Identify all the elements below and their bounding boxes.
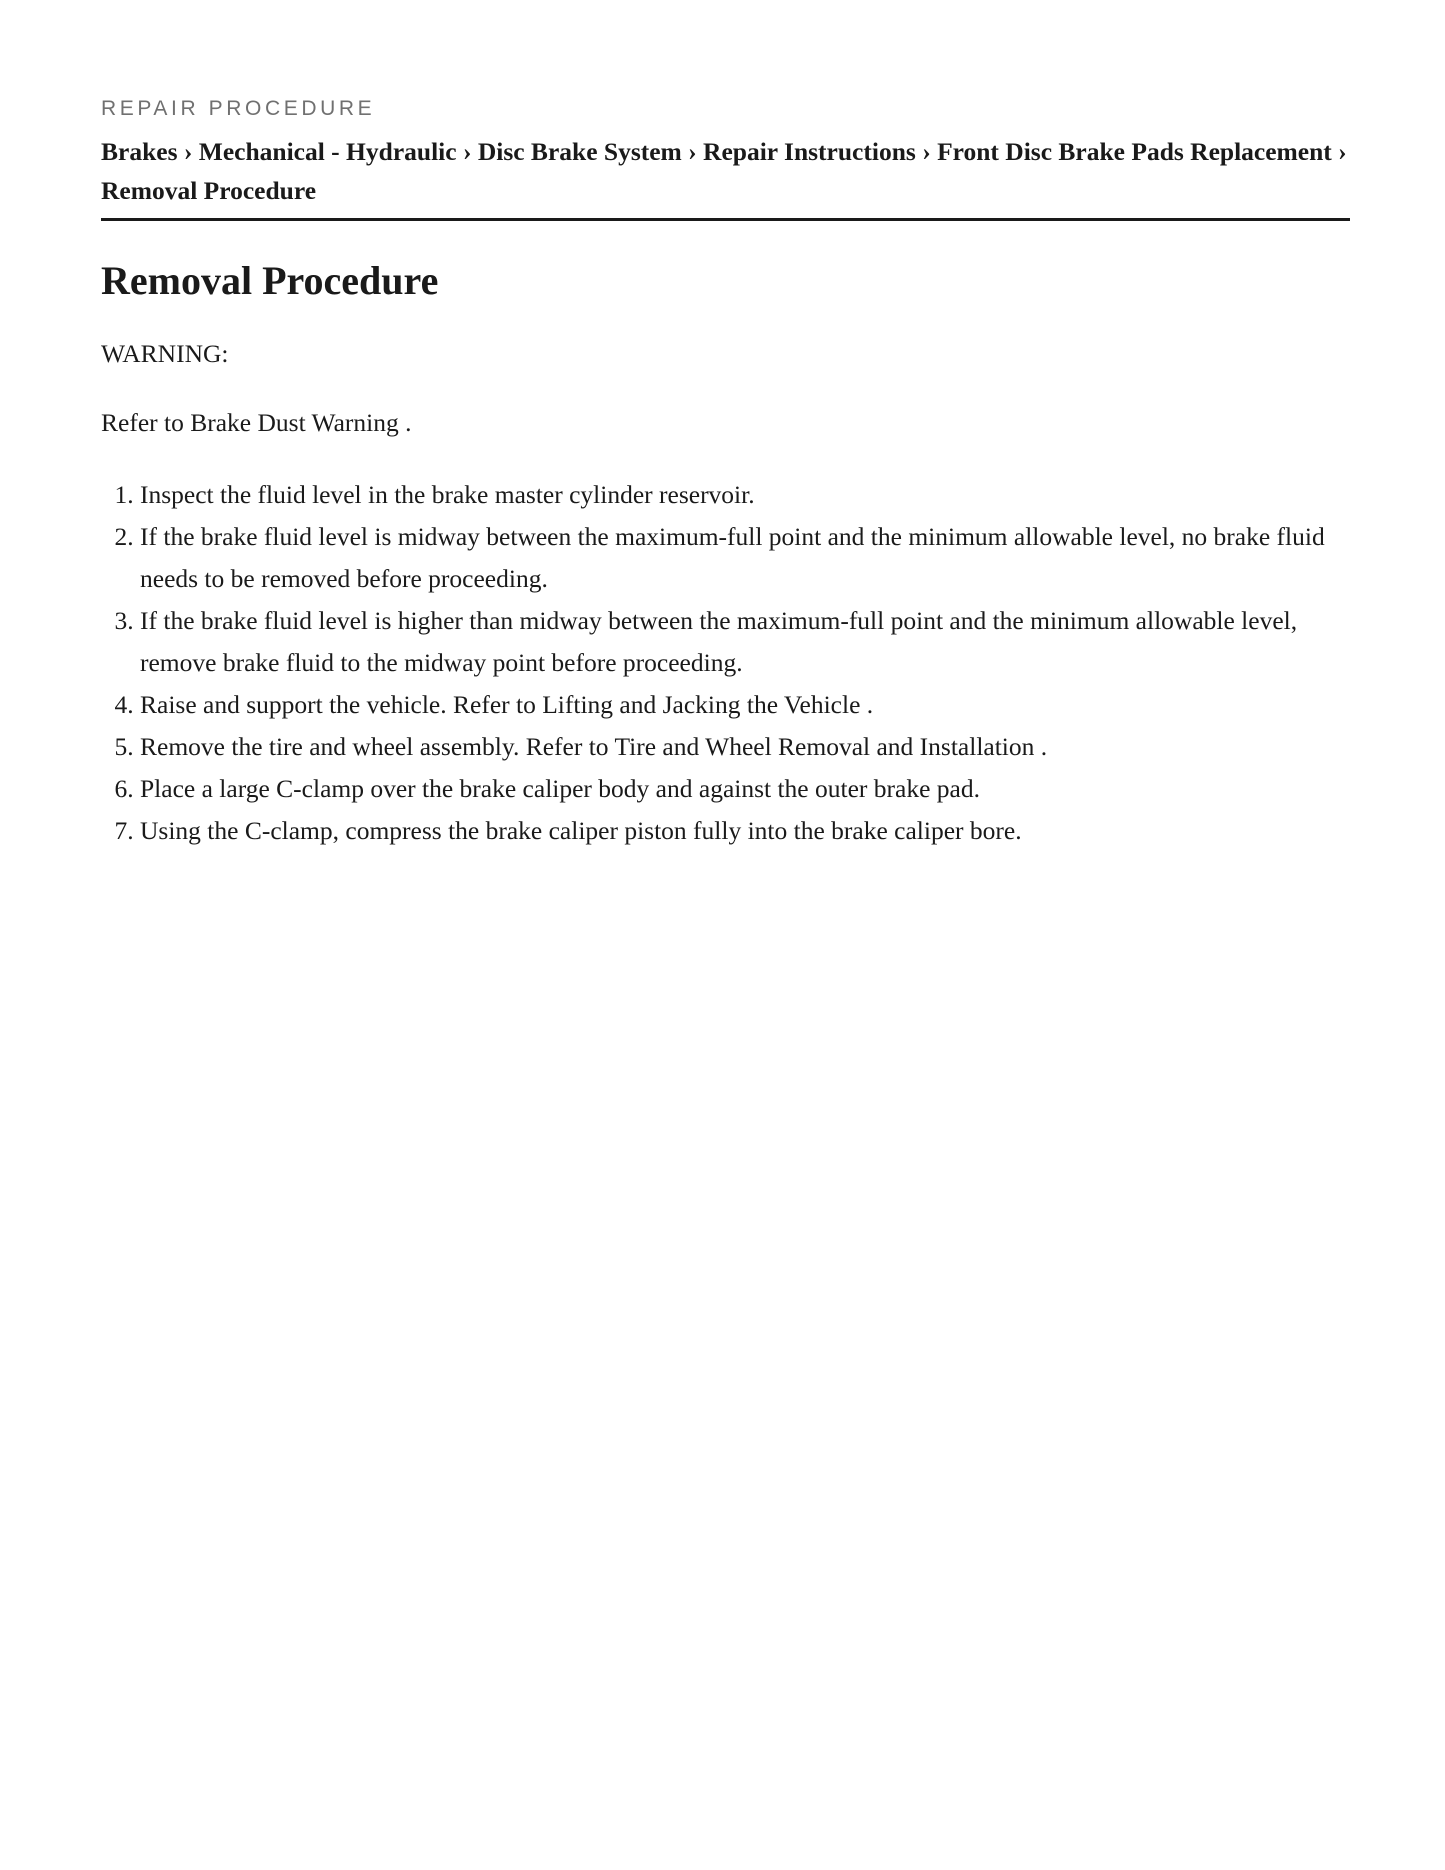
header-divider — [101, 218, 1350, 221]
breadcrumb-item[interactable]: Disc Brake System — [477, 137, 682, 166]
page-title: Removal Procedure — [101, 258, 439, 303]
breadcrumb-item[interactable]: Repair Instructions — [703, 137, 916, 166]
document-page — [101, 0, 1350, 852]
procedure-step: 1. Inspect the fluid level in the brake master cylinder reservoir. — [140, 474, 1350, 516]
procedure-step: 6. Place a large C-clamp over the brake caliper body and against the outer brake pad. — [140, 768, 1350, 810]
breadcrumb — [101, 132, 1350, 210]
breadcrumb-separator: › — [922, 137, 938, 166]
document-type-label: REPAIR PROCEDURE — [101, 97, 376, 120]
procedure-step: 4. Raise and support the vehicle. Refer to Lifting and Jacking the Vehicle . — [140, 684, 1350, 726]
procedure-step: 2. If the brake fluid level is midway between the maximum-full point and the minimum allowable level, no brake fluid needs to be removed before proceeding. — [140, 516, 1350, 600]
warning-label: WARNING: — [101, 339, 229, 368]
procedure-steps-list — [101, 474, 1350, 852]
procedure-step: 3. If the brake fluid level is higher than midway between the maximum-full point and the minimum allowable level, remove brake fluid to the midway point before proceeding. — [140, 600, 1350, 684]
procedure-step: 5. Remove the tire and wheel assembly. Refer to Tire and Wheel Removal and Installation . — [140, 726, 1350, 768]
breadcrumb-separator: › — [1338, 137, 1347, 166]
breadcrumb-separator: › — [183, 137, 199, 166]
breadcrumb-separator: › — [462, 137, 478, 166]
breadcrumb-separator: › — [688, 137, 704, 166]
breadcrumb-item[interactable]: Brakes — [101, 137, 178, 166]
breadcrumb-item-current: Removal Procedure — [101, 176, 317, 205]
breadcrumb-item[interactable]: Mechanical - Hydraulic — [198, 137, 457, 166]
breadcrumb-item[interactable]: Front Disc Brake Pads Replacement — [937, 137, 1332, 166]
procedure-step: 7. Using the C-clamp, compress the brake caliper piston fully into the brake caliper bore. — [140, 810, 1350, 852]
warning-text: Refer to Brake Dust Warning . — [101, 408, 412, 437]
